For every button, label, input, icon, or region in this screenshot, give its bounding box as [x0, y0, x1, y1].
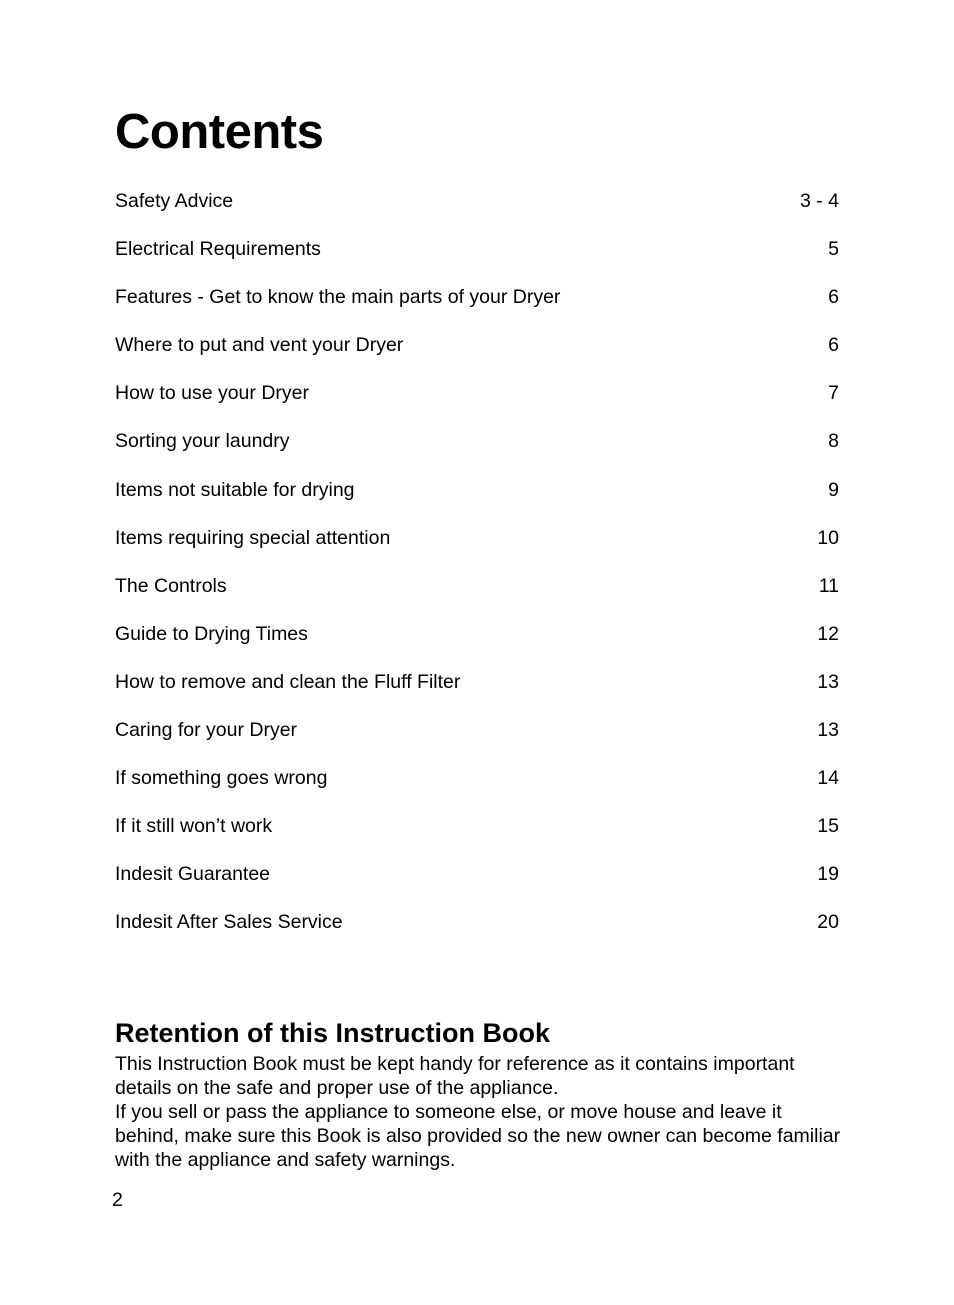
toc-entry-page: 9 [828, 478, 839, 501]
toc-entry-controls [115, 572, 839, 620]
toc-entry-label: How to use your Dryer [115, 382, 309, 405]
retention-paragraph: If you sell or pass the appliance to someone else, or move house and leave it behind, make sure this Book is also provided so the new owner can become familiar with the appliance and safety warnings. [115, 1101, 841, 1171]
toc-entry-electrical-requirements [115, 235, 839, 283]
toc-entry-label: Indesit Guarantee [115, 863, 271, 886]
toc-entry-items-not-suitable [115, 476, 839, 524]
toc-entry-page: 13 [817, 719, 839, 742]
toc-entry-sorting-laundry [115, 427, 839, 475]
toc-entry-page: 3 - 4 [799, 190, 839, 212]
toc-entry-safety-advice [115, 187, 839, 235]
toc-entry-page: 6 [828, 334, 839, 357]
toc-entry-guarantee [115, 860, 839, 908]
table-of-contents [115, 187, 839, 957]
page-title: Contents [115, 105, 324, 159]
toc-entry-how-to-use [115, 379, 839, 427]
toc-entry-fluff-filter [115, 668, 839, 716]
toc-entry-label: Guide to Drying Times [115, 622, 308, 645]
page-number: 2 [112, 1189, 123, 1211]
retention-paragraph: This Instruction Book must be kept handy for reference as it contains important details on the safe and proper use of the appliance. [115, 1053, 795, 1099]
toc-entry-items-special-attention [115, 524, 839, 572]
toc-entry-page: 6 [828, 286, 839, 309]
toc-entry-label: Indesit After Sales Service [115, 911, 343, 934]
toc-entry-caring [115, 716, 839, 764]
toc-entry-label: Safety Advice [115, 190, 234, 212]
toc-entry-page: 15 [817, 815, 839, 838]
toc-entry-label: Items not suitable for drying [115, 478, 355, 501]
toc-entry-label: Caring for your Dryer [115, 719, 298, 742]
toc-entry-label: How to remove and clean the Fluff Filter [115, 670, 461, 693]
toc-entry-label: Where to put and vent your Dryer [115, 334, 404, 357]
toc-entry-label: The Controls [115, 574, 227, 597]
toc-entry-features [115, 283, 839, 331]
toc-entry-page: 5 [828, 238, 839, 261]
toc-entry-something-wrong [115, 764, 839, 812]
toc-entry-still-wont-work [115, 812, 839, 860]
retention-body [115, 1052, 845, 1172]
toc-entry-label: Sorting your laundry [115, 430, 290, 453]
toc-entry-drying-times [115, 620, 839, 668]
retention-heading: Retention of this Instruction Book [115, 1018, 550, 1048]
toc-entry-page: 7 [828, 382, 839, 405]
toc-entry-label: Electrical Requirements [115, 238, 321, 261]
toc-entry-page: 12 [817, 622, 839, 645]
toc-entry-page: 13 [817, 670, 839, 693]
toc-entry-page: 19 [817, 863, 839, 886]
toc-entry-page: 14 [817, 767, 839, 790]
toc-entry-label: If something goes wrong [115, 767, 328, 790]
toc-entry-label: Features - Get to know the main parts of your Dryer [115, 286, 561, 309]
toc-entry-label: Items requiring special attention [115, 526, 391, 549]
toc-entry-label: If it still won’t work [115, 815, 273, 838]
toc-entry-where-to-put [115, 331, 839, 379]
toc-entry-page: 20 [817, 911, 839, 934]
toc-entry-page: 11 [818, 574, 839, 597]
toc-entry-page: 10 [817, 526, 839, 549]
toc-entry-page: 8 [828, 430, 839, 453]
toc-entry-after-sales [115, 908, 839, 956]
